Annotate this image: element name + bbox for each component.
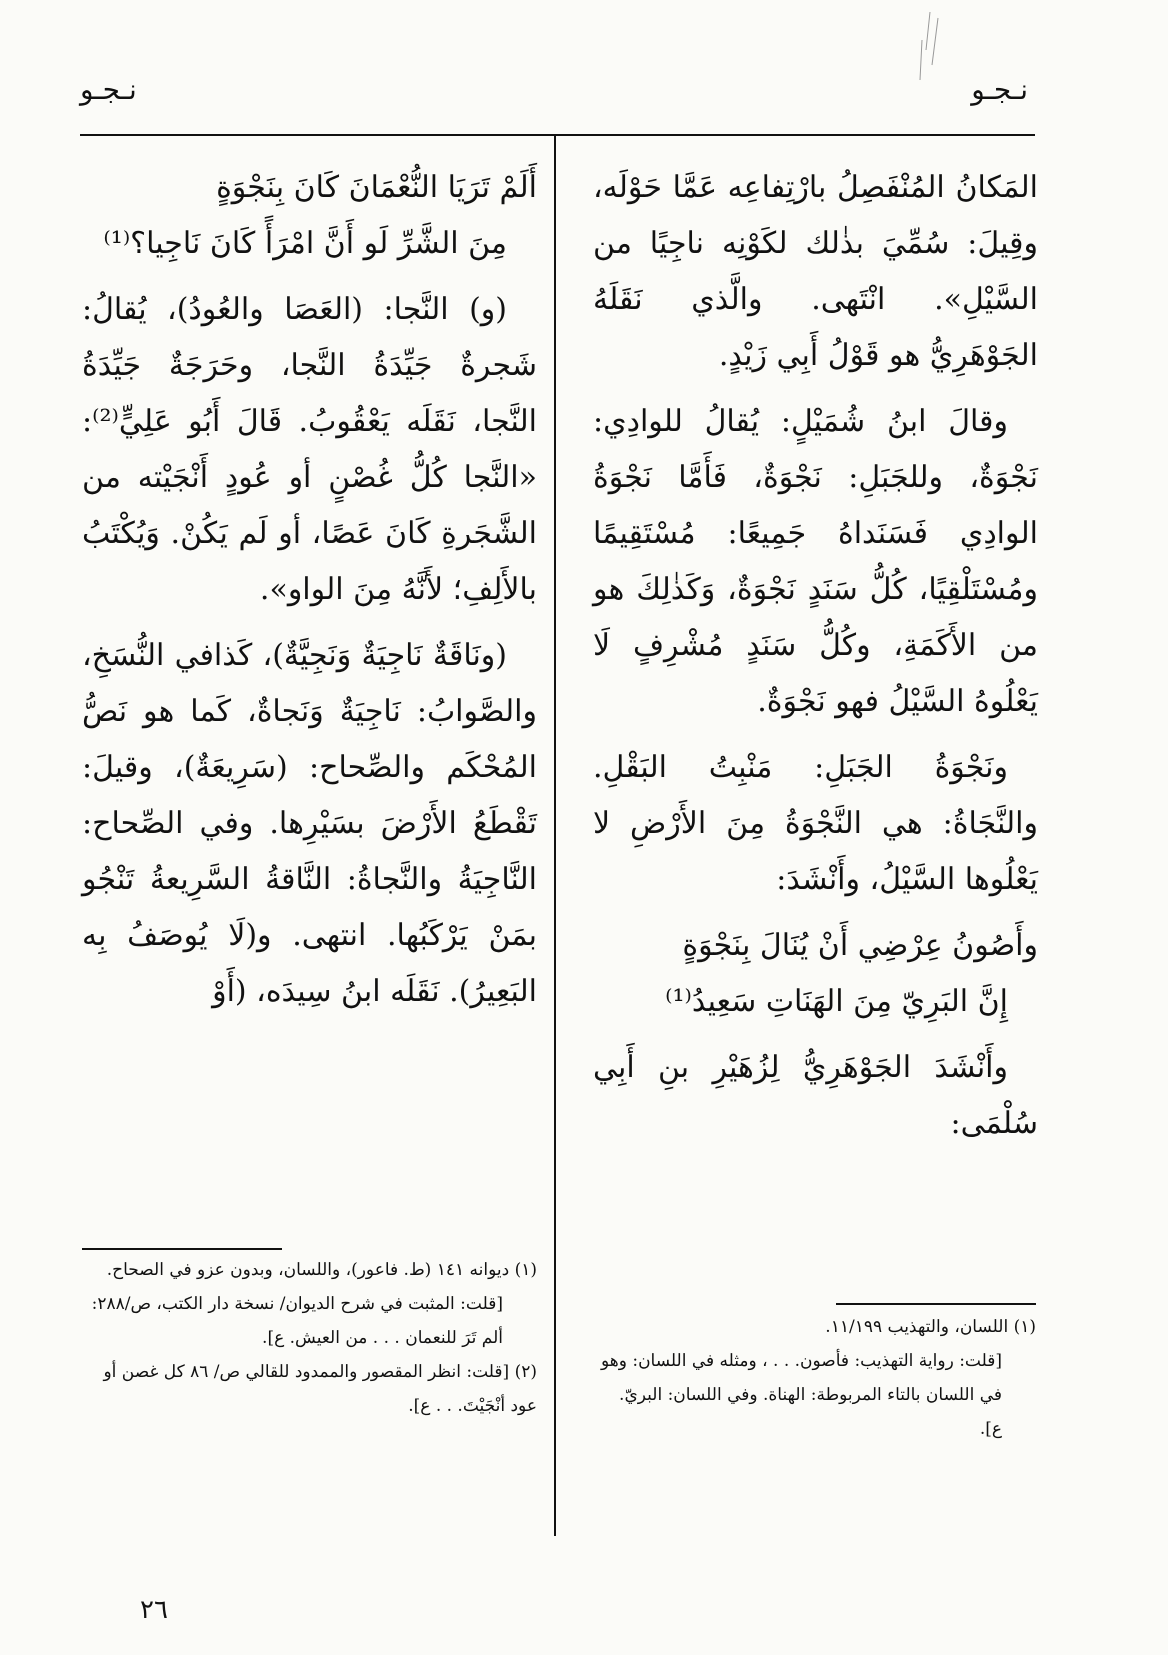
footnotes-left	[82, 1253, 537, 1423]
left-verse-line-2: مِنَ الشَّرِّ لَو أَنَّ امْرَأً كَانَ نَاجِيا؟⁽¹⁾	[103, 226, 507, 261]
right-verse-line-2: إِنَّ البَرِيّ مِنَ الهَنَاتِ سَعِيدُ⁽¹⁾	[665, 984, 1008, 1019]
left-paragraph-1: (و) النَّجا: (العَصَا والعُودُ)، يُقالُ: شَجرةٌ جَيِّدَةُ النَّجا، وحَرَجَةٌ جَيِّدَةُ النَّجا، نَقَلَه يَعْقُوبُ. قَالَ أَبُو عَلِيٍّ⁽²⁾: «النَّجا كُلُّ غُصْنٍ أو عُودٍ أَنْجَيْته من الشَّجَرةِ كَانَ عَصًا، أو لَم يَكُنْ. وَيُكْتَبُ بالأَلِفِ؛ لأَنَّهُ مِنَ الواو».	[82, 292, 537, 607]
footnote-left-2: (٢) [قلت: انظر المقصور والممدود للقالي ص/ ٨٦ كل غصن أو عود أنْجَيْتَ. . . ع].	[103, 1362, 537, 1416]
header-rule	[80, 134, 1035, 136]
footnote-rule-right	[836, 1303, 1036, 1305]
footnote-right-1: (١) اللسان، والتهذيب ١١/١٩٩.	[825, 1317, 1036, 1337]
right-paragraph-2: وقالَ ابنُ شُمَيْلٍ: يُقالُ للوادِي: نَجْوَةٌ، وللجَبَلِ: نَجْوَةٌ، فَأَمَّا نَجْوَةُ الوادِي فَسَنَداهُ جَمِيعًا: مُسْتَقِيمًا ومُسْتَلْقِيًا، كُلُّ سَنَدٍ نَجْوَةٌ، وَكَذٰلِكَ هو من الأَكَمَةِ، وكُلُّ سَنَدٍ مُشْرِفٍ لَا يَعْلُوهُ السَّيْلُ فهو نَجْوَةٌ.	[593, 404, 1038, 719]
right-paragraph-4: وأَنْشَدَ الجَوْهَرِيُّ لِزُهَيْرِ بنِ أَبِي سُلْمَى:	[593, 1050, 1038, 1141]
header-right-word: نـجـو	[971, 73, 1028, 106]
left-verse-line-1: أَلَمْ تَرَيَا النُّعْمَانَ كَانَ بِنَجْوَةٍ	[216, 170, 537, 205]
left-paragraph-2: (ونَاقَةٌ نَاجِيَةٌ وَنَجِيَّةٌ)، كَذافي النُّسَخِ، والصَّوابُ: نَاجِيَةٌ وَنَجاةٌ، كَما هو نَصُّ المُحْكَم والصِّحاح: (سَرِيعَةٌ)، وقيلَ: تَقْطَعُ الأَرْضَ بسَيْرِها. وفي الصِّحاح: النَّاجِيَةُ والنَّجاةُ: النَّاقةُ السَّرِيعةُ تَنْجُو بمَنْ يَرْكَبُها. انتهى. و(لَا يُوصَفُ بِه البَعِيرُ). نَقَلَه ابنُ سِيدَه، (أَوْ	[82, 638, 537, 1009]
right-paragraph-1: المَكانُ المُنْفَصِلُ بارْتِفاعِه عَمَّا حَوْلَه، وقِيلَ: سُمِّيَ بذٰلك لكَوْنِه ناجِيًا من السَّيْلِ». انْتَهى. والَّذي نَقَلَهُ الجَوْهَرِيُّ هو قَوْلُ أَبِي زَيْدٍ.	[593, 170, 1038, 373]
page-number: ٢٦	[140, 1595, 168, 1625]
left-column	[82, 160, 537, 1030]
footnote-right-1-note: [قلت: رواية التهذيب: فأصون. . . ، ومثله في اللسان: وهو في اللسان بالتاء المربوطة: الهناة. وفي اللسان: البريّ. ع].	[600, 1351, 1002, 1439]
footnote-left-1-verse: ألم تَرَ للنعمان . . . من العيش. ع].	[262, 1328, 503, 1348]
right-column	[593, 160, 1038, 1162]
right-verse-line-1: وأَصُونُ عِرْضِي أَنْ يُنَالَ بِنَجْوَةٍ	[682, 928, 1038, 963]
right-paragraph-3: ونَجْوَةُ الجَبَلِ: مَنْبِتُ البَقْلِ. والنَّجَاةُ: هي النَّجْوَةُ مِنَ الأَرْضِ لا يَعْلُوها السَّيْلُ، وأَنْشَدَ:	[593, 750, 1038, 897]
pen-mark	[908, 10, 948, 90]
footnotes-right	[596, 1310, 1036, 1446]
footnote-left-1: (١) ديوانه ١٤١ (ط. فاعور)، واللسان، وبدون عزو في الصحاح.	[106, 1260, 537, 1280]
column-divider	[554, 136, 556, 1536]
footnote-rule-left	[82, 1248, 282, 1250]
header-left-word: نـجـو	[80, 73, 137, 106]
footnote-left-1-note: [قلت: المثبت في شرح الديوان/ نسخة دار الكتب، ص/٢٨٨:	[91, 1294, 503, 1314]
